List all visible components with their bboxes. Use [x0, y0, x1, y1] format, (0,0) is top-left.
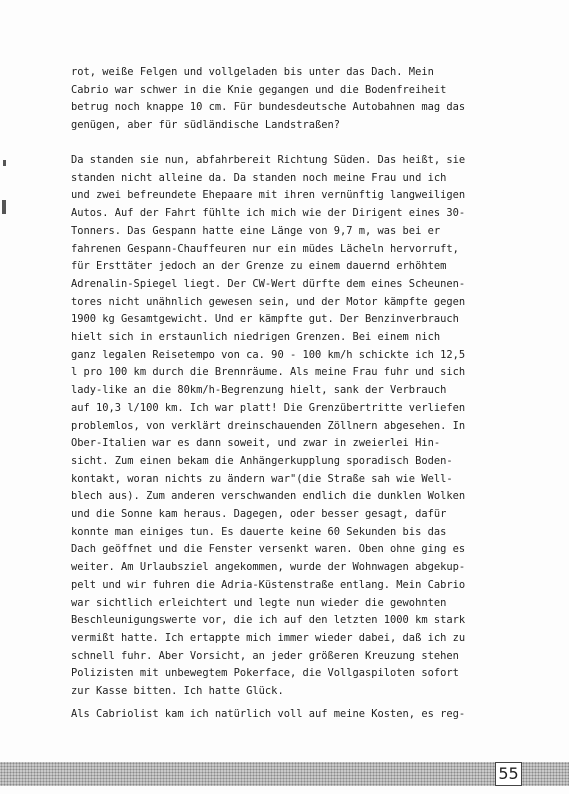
text-line: pelt und wir fuhren die Adria-Küstenstraße entlang. Mein Cabrio: [71, 578, 466, 591]
text-line: Adrenalin-Spiegel liegt. Der CW-Wert dürfte dem eines Scheunen-: [71, 277, 466, 290]
footer-dotted-band-right: [522, 762, 569, 786]
text-line: Tonners. Das Gespann hatte eine Länge von 9,7 m, was bei er: [71, 224, 441, 237]
page-number: 55: [495, 762, 522, 786]
text-line: kontakt, woran nichts zu ändern war"(die Straße sah wie Well-: [71, 472, 453, 485]
margin-mark: [3, 160, 6, 166]
text-line: lady-like an die 80km/h-Begrenzung hielt, sank der Verbrauch: [71, 384, 447, 397]
text-line: schnell fuhr. Aber Vorsicht, an jeder größeren Kreuzung stehen: [71, 649, 459, 662]
paragraph-3: [71, 706, 513, 724]
paragraph-2: [71, 152, 513, 701]
text-line: l pro 100 km durch die Brennräume. Als meine Frau fuhr und sich: [71, 366, 466, 379]
text-line: rot, weiße Felgen und vollgeladen bis unter das Dach. Mein: [71, 66, 434, 78]
text-line: Als Cabriolist kam ich natürlich voll auf meine Kosten, es reg-: [71, 708, 466, 720]
text-line: für Ersttäter jedoch an der Grenze zu einem dauernd erhöhtem: [71, 260, 447, 273]
text-line: weiter. Am Urlaubsziel angekommen, wurde der Wohnwagen abgekup-: [71, 561, 466, 574]
text-line: Cabrio war schwer in die Knie gegangen und die Bodenfreiheit: [71, 83, 447, 96]
text-line: blech aus). Zum anderen verschwanden endlich die dunklen Wolken: [71, 490, 466, 503]
text-line: Polizisten mit unbewegtem Pokerface, die Vollgaspiloten sofort: [71, 667, 459, 680]
text-line: Da standen sie nun, abfahrbereit Richtung Süden. Das heißt, sie: [71, 154, 466, 166]
text-line: problemlos, von verklärt dreinschauenden Zöllnern abgesehen. In: [71, 419, 466, 432]
text-line: Autos. Auf der Fahrt fühlte ich mich wie der Dirigent eines 30-: [71, 207, 466, 220]
text-line: tores nicht unähnlich gewesen sein, und der Motor kämpfte gegen: [71, 295, 466, 308]
text-line: und zwei befreundete Ehepaare mit ihren vernünftig langweiligen: [71, 189, 466, 202]
text-line: 1900 kg Gesamtgewicht. Und er kämpfte gut. Der Benzinverbrauch: [71, 313, 459, 326]
text-line: ganz legalen Reisetempo von ca. 90 - 100 km/h schickte ich 12,5: [71, 348, 466, 361]
text-line: auf 10,3 l/100 km. Ich war platt! Die Grenzübertritte verliefen: [71, 401, 466, 414]
text-line: Dach geöffnet und die Fenster versenkt waren. Oben ohne ging es: [71, 543, 466, 556]
text-line: vermißt hatte. Ich ertappte mich immer wieder dabei, daß ich zu: [71, 631, 466, 644]
margin-mark: [2, 200, 6, 214]
text-line: und die Sonne kam heraus. Dagegen, oder besser gesagt, dafür: [71, 508, 447, 521]
footer-dotted-band: [0, 762, 495, 786]
text-line: zur Kasse bitten. Ich hatte Glück.: [71, 685, 284, 698]
text-line: standen nicht alleine da. Da standen noch meine Frau und ich: [71, 171, 447, 184]
text-line: konnte man einiges tun. Es dauerte keine 60 Sekunden bis das: [71, 525, 447, 538]
text-line: fahrenen Gespann-Chauffeuren nur ein müdes Lächeln hervorruft,: [71, 242, 459, 255]
text-line: hielt sich in erstaunlich niedrigen Grenzen. Bei einem nich: [71, 331, 441, 344]
text-line: sicht. Zum einen bekam die Anhängerkupplung sporadisch Boden-: [71, 454, 453, 467]
text-line: Beschleunigungswerte vor, die ich auf den letzten 1000 km stark: [71, 614, 466, 627]
text-line: genügen, aber für südländische Landstraßen?: [71, 119, 340, 132]
text-line: Ober-Italien war es dann soweit, und zwar in zweierlei Hin-: [71, 437, 441, 450]
text-line: betrug noch knappe 10 cm. Für bundesdeutsche Autobahnen mag das: [71, 101, 466, 114]
text-line: war sichtlich erleichtert und legte nun wieder die gewohnten: [71, 596, 447, 609]
paragraph-1: [71, 64, 513, 135]
